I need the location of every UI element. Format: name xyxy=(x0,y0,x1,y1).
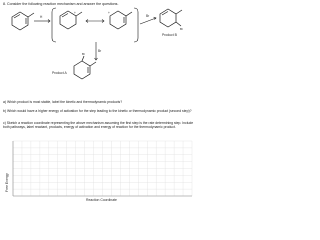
plus-charge-1: + xyxy=(74,11,76,15)
plus-charge-2: + xyxy=(108,11,110,15)
question-part-a: a) Which product is most stable, label the kinetic and thermodynamic products? xyxy=(3,100,123,104)
question-part-c: c) Sketch a reaction coordinate representing the above mechanism assuming the first step is the rate determining step. Include both pathways, label reactant, products, energy of activation and energy of reaction for the thermodynamic product. xyxy=(3,121,194,130)
halide-down-label: Br xyxy=(98,49,102,53)
product-a-label: Product A xyxy=(52,71,67,75)
reagent-label: H xyxy=(40,15,43,19)
y-axis-label: Free Energy xyxy=(5,173,9,192)
product-b-br: Br xyxy=(180,27,183,31)
question-title: 8. Consider the following reaction mechanism and answer the questions. xyxy=(3,2,119,6)
question-part-b: b) Which would have a higher energy of activation for the step leading to the kinetic or thermodynamic product (second step)? xyxy=(3,109,192,113)
graph-grid xyxy=(13,141,192,196)
x-axis-label: Reaction Coordinate xyxy=(86,198,117,202)
halide-top-label: Br xyxy=(146,14,150,18)
product-a-br: Br xyxy=(82,52,85,56)
product-b-label: Product B xyxy=(162,33,177,37)
